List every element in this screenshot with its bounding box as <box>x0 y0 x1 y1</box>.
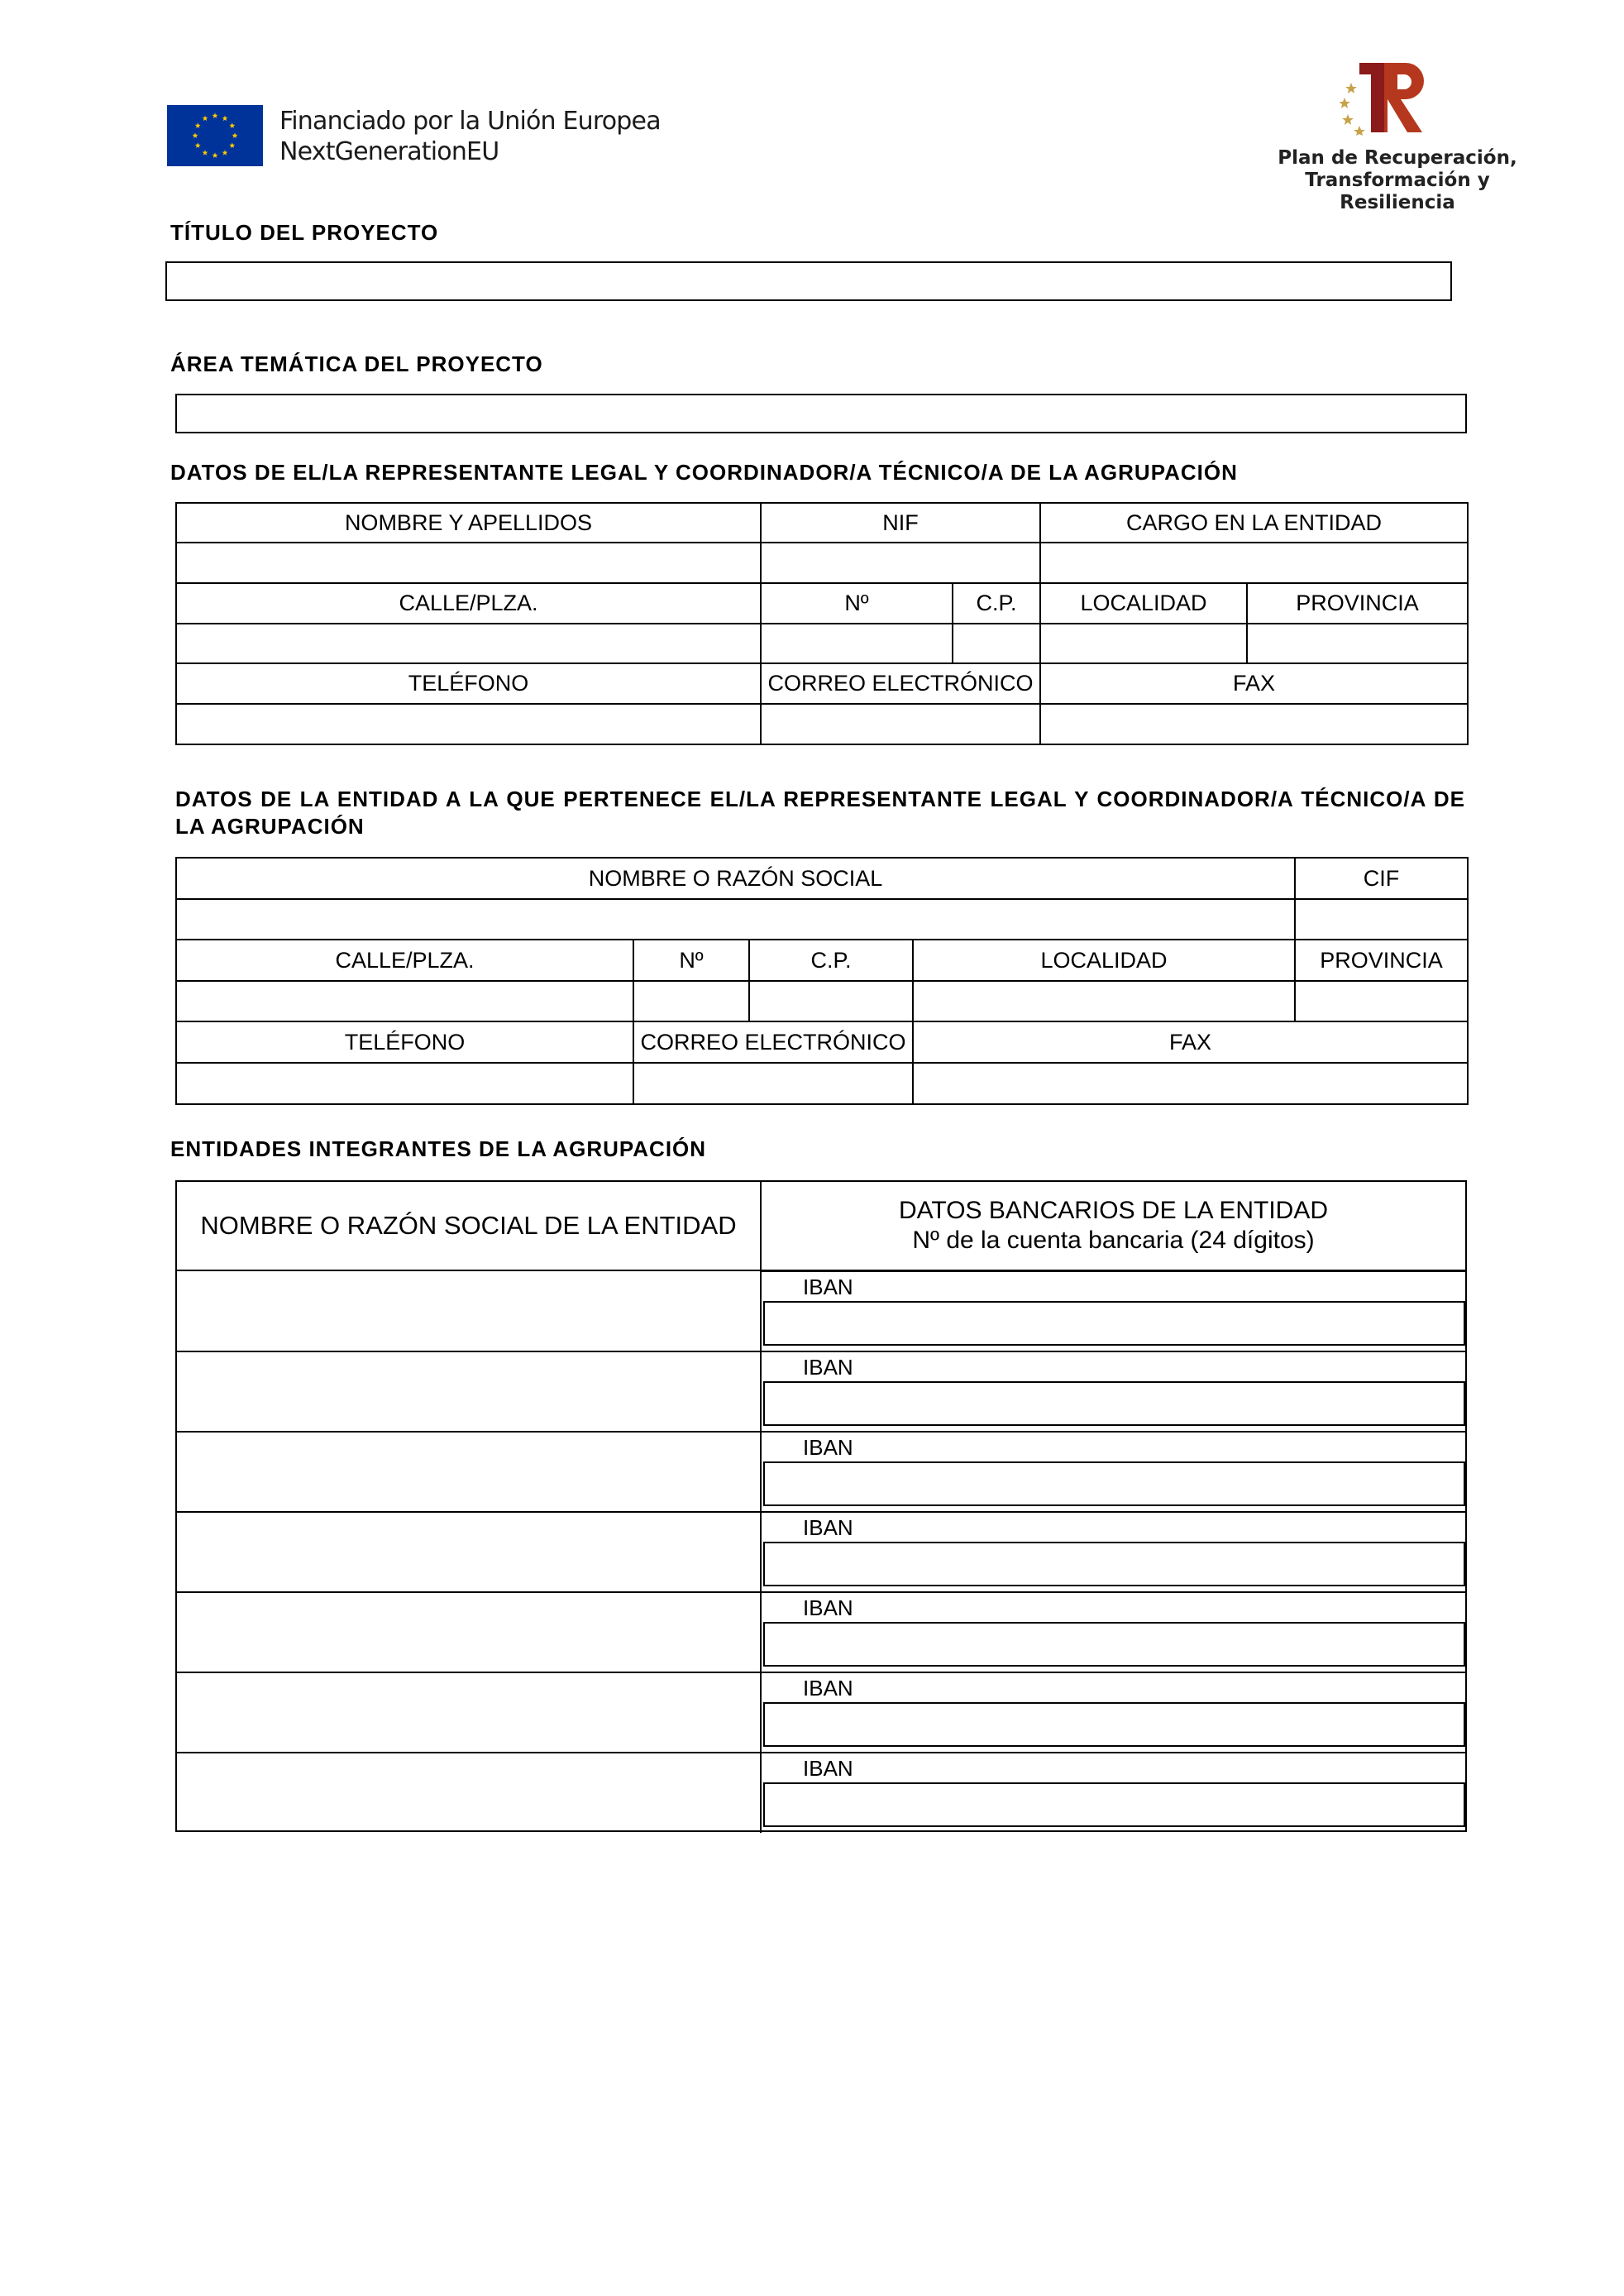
rep-header-telefono: TELÉFONO <box>176 663 761 704</box>
ent-input-correo[interactable] <box>633 1063 913 1104</box>
iban-divider <box>762 1271 1465 1272</box>
tr-monogram-icon <box>1340 60 1439 136</box>
plan-recuperacion-text <box>1257 147 1538 214</box>
ent-header-calle: CALLE/PLZA. <box>176 940 633 981</box>
ent-input-calle[interactable] <box>176 981 633 1021</box>
iban-divider <box>762 1512 1465 1513</box>
integrantes-header-nombre: NOMBRE O RAZÓN SOCIAL DE LA ENTIDAD <box>177 1182 762 1270</box>
entity-name-input[interactable] <box>177 1351 762 1432</box>
integrantes-header-banco <box>762 1182 1465 1270</box>
rep-header-nombre: NOMBRE Y APELLIDOS <box>176 503 761 543</box>
table-row <box>177 1753 1465 1833</box>
iban-input[interactable] <box>763 1381 1465 1426</box>
rep-input-cp[interactable] <box>953 624 1040 663</box>
plan-line3: Resiliencia <box>1340 192 1455 213</box>
rep-input-nif[interactable] <box>761 543 1040 583</box>
rep-input-localidad[interactable] <box>1040 624 1247 663</box>
iban-label: IBAN <box>803 1275 853 1299</box>
rep-header-nif: NIF <box>761 503 1040 543</box>
integrantes-table <box>175 1180 1467 1832</box>
iban-divider <box>762 1351 1465 1352</box>
integrantes-header <box>177 1182 1465 1271</box>
entity-name-input[interactable] <box>177 1753 762 1833</box>
section-title-area: ÁREA TEMÁTICA DEL PROYECTO <box>170 352 543 376</box>
entity-name-input[interactable] <box>177 1432 762 1512</box>
ent-input-nombre[interactable] <box>176 899 1295 940</box>
table-row <box>177 1271 1465 1351</box>
entity-name-input[interactable] <box>177 1672 762 1753</box>
entity-name-input[interactable] <box>177 1512 762 1592</box>
rep-input-nombre[interactable] <box>176 543 761 583</box>
table-row <box>177 1592 1465 1672</box>
iban-divider <box>762 1592 1465 1593</box>
ent-input-cp[interactable] <box>749 981 913 1021</box>
section-title-integrantes: ENTIDADES INTEGRANTES DE LA AGRUPACIÓN <box>170 1136 707 1161</box>
iban-cell <box>762 1432 1465 1512</box>
section-title-entidad: DATOS DE LA ENTIDAD A LA QUE PERTENECE EL/LA REPRESENTANTE LEGAL Y COORDINADOR/A TÉCNICO/A DE LA AGRUPACIÓN <box>175 787 1465 839</box>
iban-label: IBAN <box>803 1595 853 1620</box>
rep-input-provincia[interactable] <box>1247 624 1468 663</box>
table-row <box>177 1512 1465 1592</box>
iban-input[interactable] <box>763 1461 1465 1506</box>
iban-input[interactable] <box>763 1301 1465 1346</box>
iban-input[interactable] <box>763 1542 1465 1586</box>
plan-line1: Plan de Recuperación, <box>1278 147 1517 169</box>
rep-header-cargo: CARGO EN LA ENTIDAD <box>1040 503 1468 543</box>
iban-input[interactable] <box>763 1702 1465 1747</box>
iban-cell <box>762 1753 1465 1833</box>
ent-header-localidad: LOCALIDAD <box>913 940 1295 981</box>
area-input[interactable] <box>175 394 1467 433</box>
iban-label: IBAN <box>803 1435 853 1460</box>
entity-name-input[interactable] <box>177 1271 762 1351</box>
ent-header-cif: CIF <box>1295 858 1468 899</box>
eu-flag-logo <box>167 105 263 166</box>
plan-line2: Transformación y <box>1305 170 1490 191</box>
ent-input-provincia[interactable] <box>1295 981 1468 1021</box>
ent-header-cp: C.P. <box>749 940 913 981</box>
iban-cell <box>762 1351 1465 1432</box>
ent-input-numero[interactable] <box>633 981 749 1021</box>
rep-input-fax[interactable] <box>1040 704 1468 744</box>
rep-header-localidad: LOCALIDAD <box>1040 583 1247 624</box>
rep-header-calle: CALLE/PLZA. <box>176 583 761 624</box>
table-row <box>177 1351 1465 1432</box>
ent-input-cif[interactable] <box>1295 899 1468 940</box>
eu-stars-icon <box>167 105 263 166</box>
entidad-table <box>175 857 1469 1105</box>
iban-cell <box>762 1592 1465 1672</box>
ent-header-correo: CORREO ELECTRÓNICO <box>633 1021 913 1063</box>
ent-input-telefono[interactable] <box>176 1063 633 1104</box>
rep-input-telefono[interactable] <box>176 704 761 744</box>
iban-label: IBAN <box>803 1676 853 1700</box>
eu-funding-line1: Financiado por la Unión Europea <box>279 107 661 136</box>
rep-input-numero[interactable] <box>761 624 953 663</box>
ent-header-numero: Nº <box>633 940 749 981</box>
iban-label: IBAN <box>803 1515 853 1540</box>
iban-cell <box>762 1271 1465 1351</box>
section-title-titulo: TÍTULO DEL PROYECTO <box>170 220 439 245</box>
plan-recuperacion-logo <box>1340 60 1439 136</box>
table-row <box>177 1672 1465 1753</box>
rep-input-calle[interactable] <box>176 624 761 663</box>
rep-input-correo[interactable] <box>761 704 1040 744</box>
rep-header-correo: CORREO ELECTRÓNICO <box>761 663 1040 704</box>
iban-cell <box>762 1512 1465 1592</box>
rep-header-cp: C.P. <box>953 583 1040 624</box>
ent-header-telefono: TELÉFONO <box>176 1021 633 1063</box>
section-title-representante: DATOS DE EL/LA REPRESENTANTE LEGAL Y COORDINADOR/A TÉCNICO/A DE LA AGRUPACIÓN <box>170 460 1238 485</box>
iban-label: IBAN <box>803 1756 853 1781</box>
iban-input[interactable] <box>763 1622 1465 1667</box>
ent-header-provincia: PROVINCIA <box>1295 940 1468 981</box>
ent-header-fax: FAX <box>913 1021 1468 1063</box>
representante-table <box>175 502 1469 745</box>
eu-funding-text <box>279 106 661 167</box>
titulo-input[interactable] <box>165 261 1452 301</box>
rep-header-fax: FAX <box>1040 663 1468 704</box>
integrantes-header-banco-line2: Nº de la cuenta bancaria (24 dígitos) <box>912 1227 1315 1254</box>
rep-header-provincia: PROVINCIA <box>1247 583 1468 624</box>
eu-funding-line2: NextGenerationEU <box>279 137 499 166</box>
ent-input-fax[interactable] <box>913 1063 1468 1104</box>
entity-name-input[interactable] <box>177 1592 762 1672</box>
iban-divider <box>762 1672 1465 1673</box>
iban-divider <box>762 1432 1465 1433</box>
iban-cell <box>762 1672 1465 1753</box>
ent-header-nombre: NOMBRE O RAZÓN SOCIAL <box>176 858 1295 899</box>
iban-input[interactable] <box>763 1782 1465 1827</box>
table-row <box>177 1432 1465 1512</box>
rep-input-cargo[interactable] <box>1040 543 1468 583</box>
ent-input-localidad[interactable] <box>913 981 1295 1021</box>
iban-label: IBAN <box>803 1355 853 1380</box>
rep-header-numero: Nº <box>761 583 953 624</box>
integrantes-header-banco-line1: DATOS BANCARIOS DE LA ENTIDAD <box>898 1197 1328 1224</box>
